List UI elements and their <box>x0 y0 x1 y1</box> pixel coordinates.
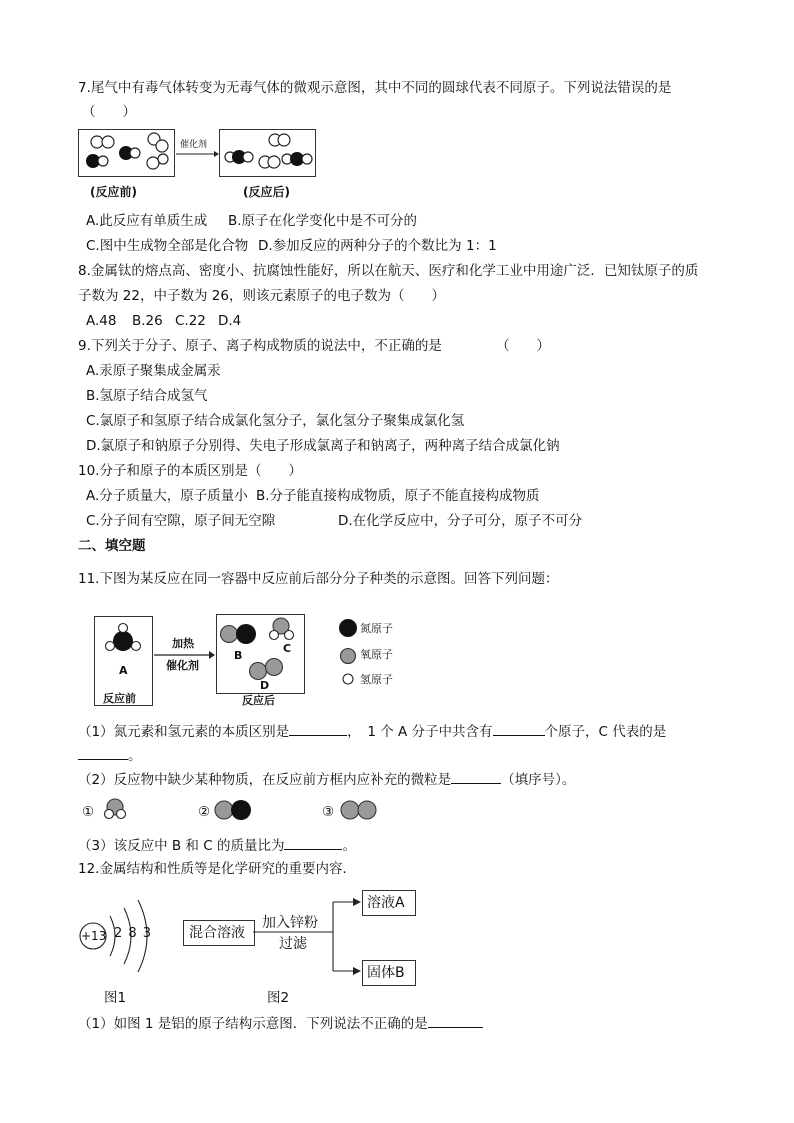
q12-nucleus-charge: +13 <box>81 929 107 943</box>
q11-before-label: 反应前 <box>103 692 136 705</box>
q12-stem: 12.金属结构和性质等是化学研究的重要内容． <box>78 861 356 877</box>
q8-option-b: B.26 <box>132 313 163 329</box>
q8-option-d: D.4 <box>218 313 242 329</box>
q7-option-b: B.原子在化学变化中是不可分的 <box>228 213 418 229</box>
q11-legend-nitrogen: 氮原子 <box>360 622 393 635</box>
q12-output-solid-b: 固体B <box>367 965 405 981</box>
q11-arrow-top-label: 加热 <box>172 637 194 650</box>
q7-answer-paren: （ ） <box>82 104 136 120</box>
q10-option-b: B.分子能直接构成物质，原子不能直接构成物质 <box>256 488 540 504</box>
q12-part1-text: （1）如图 1 是铝的原子结构示意图．下列说法不正确的是 <box>78 1016 428 1032</box>
q11-blank-2[interactable] <box>493 722 545 736</box>
q9-option-c: C.氯原子和氢原子结合成氯化氢分子，氯化氢分子聚集成氯化氢 <box>86 413 465 429</box>
q11-choice-1-num: ① <box>82 804 95 820</box>
q12-blank-1[interactable] <box>428 1014 483 1028</box>
q8-stem-line1: 8.金属钛的熔点高、密度小、抗腐蚀性能好，所以在航天、医疗和化学工业中用途广泛．已知钛原子的质 <box>78 263 699 279</box>
q11-after-label: 反应后 <box>242 694 275 707</box>
q8-option-c: C.22 <box>175 313 206 329</box>
q10-stem: 10.分子和原子的本质区别是（ ） <box>78 463 302 479</box>
q9-option-d: D.氯原子和钠原子分别得、失电子形成氯离子和钠离子，两种离子结合成氯化钠 <box>86 438 560 454</box>
q9-option-b: B.氢原子结合成氢气 <box>86 388 208 404</box>
q11-part2-text-a: （2）反应物中缺少某种物质，在反应前方框内应补充的微粒是 <box>78 772 452 788</box>
q11-part2-text-b: （填序号）。 <box>501 772 576 788</box>
q11-part1-cont <box>78 746 142 765</box>
q11-choice-3-molecule <box>338 798 382 822</box>
q11-part3 <box>78 836 356 855</box>
q11-label-b: B <box>234 649 243 662</box>
q7-arrow <box>174 150 220 158</box>
q11-part1-text-c: 个原子，C 代表的是 <box>544 724 667 740</box>
q12-process-add-zinc: 加入锌粉 <box>262 915 318 931</box>
q12-mixed-solution: 混合溶液 <box>189 925 245 941</box>
section-title-fill-blank: 二、填空题 <box>78 538 146 554</box>
q7-before-label: (反应前) <box>90 185 137 199</box>
q12-process-filter: 过滤 <box>279 936 307 952</box>
q11-label-c: C <box>283 642 292 655</box>
q7-option-c: C.图中生成物全部是化合物 <box>86 238 249 254</box>
q7-after-molecules <box>220 130 315 176</box>
q11-label-d: D <box>260 679 270 692</box>
q11-legend-oxygen: 氧原子 <box>360 648 393 661</box>
q11-blank-3[interactable] <box>78 746 128 760</box>
q7-before-molecules <box>79 130 174 176</box>
q12-electron-shells: 2 8 3 <box>114 926 153 941</box>
q11-choice-3-num: ③ <box>322 804 335 820</box>
q7-after-label: (反应后) <box>243 185 290 199</box>
q9-stem: 9.下列关于分子、原子、离子构成物质的说法中，不正确的是 <box>78 338 442 354</box>
q11-part1-text-b: ， 1 个 A 分子中共含有 <box>347 724 493 740</box>
q7-option-d: D.参加反应的两种分子的个数比为 1：1 <box>258 238 497 254</box>
q11-arrow-bottom-label: 催化剂 <box>166 659 199 672</box>
q9-option-a: A.汞原子聚集成金属汞 <box>86 363 221 379</box>
q11-part1-end: 。 <box>128 748 142 764</box>
q10-option-a: A.分子质量大，原子质量小 <box>86 488 248 504</box>
q11-label-a: A <box>119 664 128 677</box>
q11-choice-2-molecule <box>212 798 256 822</box>
q11-legend-swatches <box>336 616 360 692</box>
q7-before-box <box>78 129 175 177</box>
q11-part1-text-a: （1）氮元素和氢元素的本质区别是 <box>78 724 290 740</box>
q12-part1 <box>78 1014 483 1033</box>
q12-figure-2-label: 图2 <box>267 990 290 1006</box>
q11-blank-4[interactable] <box>451 770 501 784</box>
q7-after-box <box>219 129 316 177</box>
q11-part1 <box>78 722 666 741</box>
q11-blank-5[interactable] <box>284 836 342 850</box>
q7-catalyst-label: 催化剂 <box>180 140 208 150</box>
q8-stem-line2: 子数为 22，中子数为 26，则该元素原子的电子数为（ ） <box>78 288 445 304</box>
q11-part3-text: （3）该反应中 B 和 C 的质量比为 <box>78 838 285 854</box>
q10-option-d: D.在化学反应中，分子可分，原子不可分 <box>338 513 583 529</box>
q11-stem: 11.下图为某反应在同一容器中反应前后部分分子种类的示意图。回答下列问题： <box>78 571 559 587</box>
q11-legend-hydrogen: 氢原子 <box>360 673 393 686</box>
q11-part2 <box>78 770 575 789</box>
q11-choice-2-num: ② <box>198 804 211 820</box>
q8-option-a: A.48 <box>86 313 117 329</box>
q11-part3-end: 。 <box>342 838 356 854</box>
q9-answer-paren: （ ） <box>496 338 550 354</box>
q10-option-c: C.分子间有空隙，原子间无空隙 <box>86 513 276 529</box>
q11-choice-1-molecule <box>99 796 131 822</box>
q12-process-arrows <box>253 890 363 982</box>
q7-stem: 7.尾气中有毒气体转变为无毒气体的微观示意图，其中不同的圆球代表不同原子。下列说法错误的是 <box>78 80 672 96</box>
q7-option-a: A.此反应有单质生成 <box>86 213 208 229</box>
q12-figure-1-label: 图1 <box>104 990 127 1006</box>
q11-blank-1[interactable] <box>289 722 347 736</box>
q12-output-solution-a: 溶液A <box>367 895 405 911</box>
